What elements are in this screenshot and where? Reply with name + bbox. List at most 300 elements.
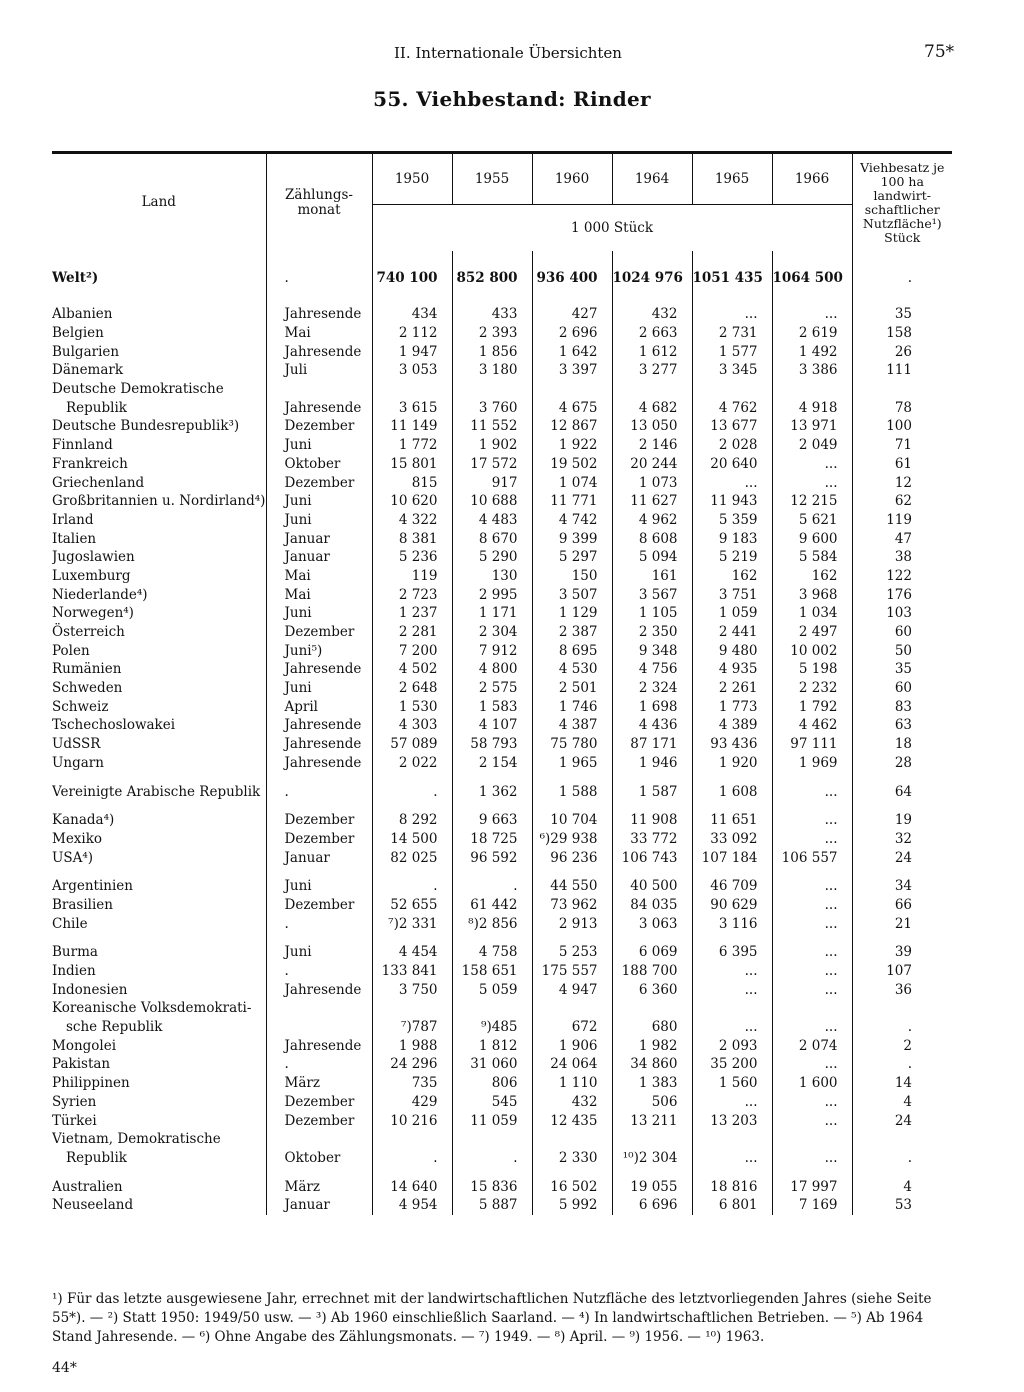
spacer-cell	[772, 867, 852, 877]
country-name	[52, 896, 266, 915]
stock-value: 119	[372, 567, 452, 586]
stock-value: 735	[372, 1074, 452, 1093]
country-name	[52, 1036, 266, 1055]
livestock-table-container	[52, 151, 952, 1215]
country-label: Philippinen	[52, 1075, 130, 1092]
spacer-cell	[266, 251, 372, 261]
table-row	[52, 830, 952, 849]
stock-value: 19 055	[612, 1177, 692, 1196]
stock-value: 20 640	[692, 455, 772, 474]
census-month: März	[266, 1074, 372, 1093]
density-value: 83	[852, 697, 952, 716]
density-value: 107	[852, 962, 952, 981]
spacer-cell	[532, 933, 612, 943]
country-name	[52, 436, 266, 455]
stock-value: 6 360	[612, 980, 692, 999]
spacer-cell	[266, 801, 372, 811]
country-label: Türkei	[52, 1112, 97, 1129]
census-month: Jahresende	[266, 305, 372, 324]
stock-value	[772, 1130, 852, 1149]
stock-value	[612, 1130, 692, 1149]
stock-value: 4 675	[532, 398, 612, 417]
country-label: Deutsche Bundesrepublik³)	[52, 418, 240, 435]
stock-value: ...	[772, 1018, 852, 1037]
country-name	[52, 1093, 266, 1112]
spacer-cell	[852, 1167, 952, 1177]
stock-value: 5 621	[772, 511, 852, 530]
stock-value: 1 988	[372, 1036, 452, 1055]
spacer-cell	[612, 1167, 692, 1177]
spacer-cell	[52, 251, 266, 261]
census-month	[266, 380, 372, 399]
stock-value	[692, 380, 772, 399]
stock-value: 9 480	[692, 641, 772, 660]
stock-value: 1 812	[452, 1036, 532, 1055]
stock-value: 5 584	[772, 548, 852, 567]
unit-header: 1 000 Stück	[372, 205, 852, 252]
stock-value: 6 696	[612, 1196, 692, 1215]
census-month: Dezember	[266, 417, 372, 436]
country-name	[52, 1130, 266, 1149]
country-name	[52, 1074, 266, 1093]
table-row	[52, 473, 952, 492]
country-name	[52, 398, 266, 417]
spacer-cell	[452, 1167, 532, 1177]
spacer-cell	[372, 867, 452, 877]
census-month: .	[266, 914, 372, 933]
stock-value: 2 501	[532, 679, 612, 698]
stock-value: 1 969	[772, 754, 852, 773]
stock-value: 10 216	[372, 1111, 452, 1130]
stock-value: ...	[772, 782, 852, 801]
stock-value: 15 801	[372, 455, 452, 474]
stock-value: 5 253	[532, 943, 612, 962]
census-month: Januar	[266, 848, 372, 867]
table-row	[52, 943, 952, 962]
spacer-cell	[772, 251, 852, 261]
stock-value: .	[452, 1149, 532, 1168]
stock-value	[452, 999, 532, 1018]
stock-value: 19 502	[532, 455, 612, 474]
stock-value: 13 971	[772, 417, 852, 436]
density-value	[852, 1130, 952, 1149]
stock-value: 4 962	[612, 511, 692, 530]
country-label: Belgien	[52, 325, 104, 342]
stock-value: ⁹)485	[452, 1018, 532, 1037]
stock-value: 1 600	[772, 1074, 852, 1093]
stock-value: 52 655	[372, 896, 452, 915]
country-label: Italien	[52, 530, 97, 547]
stock-value: 3 567	[612, 585, 692, 604]
stock-value: 58 793	[452, 735, 532, 754]
stock-value: 2 913	[532, 914, 612, 933]
density-value: .	[852, 1018, 952, 1037]
stock-value: 2 154	[452, 754, 532, 773]
running-title: II. Internationale Übersichten	[394, 44, 622, 62]
table-row	[52, 305, 952, 324]
density-value	[852, 380, 952, 399]
stock-value	[532, 380, 612, 399]
group-spacer	[52, 295, 952, 305]
table-row	[52, 896, 952, 915]
country-name	[52, 324, 266, 343]
table-row	[52, 980, 952, 999]
spacer-cell	[372, 801, 452, 811]
table-row	[52, 660, 952, 679]
density-value: 50	[852, 641, 952, 660]
stock-value: ...	[772, 980, 852, 999]
density-value: .	[852, 261, 952, 295]
stock-value: 2 324	[612, 679, 692, 698]
density-value: 38	[852, 548, 952, 567]
stock-value	[532, 999, 612, 1018]
density-value: 64	[852, 782, 952, 801]
stock-value	[612, 999, 692, 1018]
stock-value: 1 383	[612, 1074, 692, 1093]
column-header-year: 1964	[612, 153, 692, 205]
census-month: Jahresende	[266, 735, 372, 754]
stock-value: 11 943	[692, 492, 772, 511]
stock-value: 4 107	[452, 716, 532, 735]
density-value: 39	[852, 943, 952, 962]
spacer-cell	[452, 801, 532, 811]
stock-value: 8 695	[532, 641, 612, 660]
spacer-cell	[372, 933, 452, 943]
stock-value: 90 629	[692, 896, 772, 915]
stock-value: 429	[372, 1093, 452, 1112]
table-row	[52, 529, 952, 548]
stock-value: 93 436	[692, 735, 772, 754]
stock-value: 2 028	[692, 436, 772, 455]
stock-value: 3 386	[772, 361, 852, 380]
stock-value: 4 454	[372, 943, 452, 962]
country-label: Griechenland	[52, 474, 145, 491]
stock-value: 1 902	[452, 436, 532, 455]
density-value: 18	[852, 735, 952, 754]
stock-value: 1 171	[452, 604, 532, 623]
table-header	[52, 153, 952, 252]
stock-value	[612, 380, 692, 399]
stock-value: 5 059	[452, 980, 532, 999]
stock-value: 150	[532, 567, 612, 586]
table-row	[52, 492, 952, 511]
stock-value: 4 758	[452, 943, 532, 962]
density-value: 60	[852, 679, 952, 698]
stock-value: ...	[772, 1055, 852, 1074]
stock-value: 5 297	[532, 548, 612, 567]
census-month: Juni	[266, 679, 372, 698]
column-header-year: 1965	[692, 153, 772, 205]
stock-value: ...	[772, 811, 852, 830]
stock-value: 1 577	[692, 342, 772, 361]
stock-value: 1 946	[612, 754, 692, 773]
country-name	[52, 585, 266, 604]
census-month: Jahresende	[266, 342, 372, 361]
stock-value: 2 330	[532, 1149, 612, 1168]
census-month: April	[266, 697, 372, 716]
stock-value: 87 171	[612, 735, 692, 754]
stock-value: 4 935	[692, 660, 772, 679]
table-row	[52, 261, 952, 295]
stock-value: 8 608	[612, 529, 692, 548]
stock-value: 158 651	[452, 962, 532, 981]
country-label: Dänemark	[52, 362, 124, 379]
table-row	[52, 1018, 952, 1037]
country-label: Frankreich	[52, 455, 128, 472]
table-row	[52, 697, 952, 716]
spacer-cell	[266, 867, 372, 877]
stock-value: 175 557	[532, 962, 612, 981]
country-name	[52, 1177, 266, 1196]
stock-value: 9 183	[692, 529, 772, 548]
stock-value: 2 723	[372, 585, 452, 604]
table-row	[52, 567, 952, 586]
country-label: Polen	[52, 642, 90, 659]
spacer-cell	[532, 251, 612, 261]
stock-value: 10 688	[452, 492, 532, 511]
stock-value: 35 200	[692, 1055, 772, 1074]
census-month: .	[266, 782, 372, 801]
country-name	[52, 962, 266, 981]
stock-value: 1 608	[692, 782, 772, 801]
stock-value: 1 906	[532, 1036, 612, 1055]
spacer-cell	[612, 801, 692, 811]
footnotes: ¹) Für das letzte ausgewiesene Jahr, errechnet mit der landwirtschaftlichen Nutzfläche des letztvorliegenden Jahres (siehe Seite 55*). — ²) Statt 1950: 1949/50 usw. — ³) Ab 1960 einschließlich Saarland. — ⁴) In landwirtschaftlichen Betrieben. — ⁵) Ab 1964 Stand Jahresende. — ⁶) Ohne Angabe des Zählungsmonats. — ⁷) 1949. — ⁸) April. — ⁹) 1956. — ¹⁰) 1963.	[52, 1291, 932, 1345]
stock-value: ...	[772, 1093, 852, 1112]
stock-value: 545	[452, 1093, 532, 1112]
stock-value: 4 800	[452, 660, 532, 679]
group-spacer	[52, 867, 952, 877]
density-value: 78	[852, 398, 952, 417]
stock-value: ...	[772, 962, 852, 981]
stock-value: 20 244	[612, 455, 692, 474]
stock-value: 82 025	[372, 848, 452, 867]
country-name	[52, 623, 266, 642]
stock-value: 8 381	[372, 529, 452, 548]
country-label: Mongolei	[52, 1037, 117, 1054]
stock-value: 46 709	[692, 877, 772, 896]
stock-value	[452, 1130, 532, 1149]
stock-value: 1 856	[452, 342, 532, 361]
stock-value: 133 841	[372, 962, 452, 981]
country-name	[52, 1018, 266, 1037]
table-row	[52, 436, 952, 455]
stock-value	[692, 1130, 772, 1149]
spacer-cell	[772, 1167, 852, 1177]
stock-value: 4 762	[692, 398, 772, 417]
stock-value: 9 600	[772, 529, 852, 548]
stock-value: 106 557	[772, 848, 852, 867]
stock-value: 57 089	[372, 735, 452, 754]
stock-value: 1 612	[612, 342, 692, 361]
country-name	[52, 261, 266, 295]
country-label: Deutsche Demokratische	[52, 381, 224, 398]
stock-value: 1 698	[612, 697, 692, 716]
stock-value: 3 968	[772, 585, 852, 604]
stock-value: 5 198	[772, 660, 852, 679]
column-header-year: 1950	[372, 153, 452, 205]
spacer-cell	[852, 251, 952, 261]
stock-value: 5 359	[692, 511, 772, 530]
census-month: Juni	[266, 604, 372, 623]
country-name	[52, 830, 266, 849]
table-row	[52, 548, 952, 567]
census-month: Oktober	[266, 455, 372, 474]
stock-value: 4 462	[772, 716, 852, 735]
stock-value	[452, 380, 532, 399]
stock-value: 17 572	[452, 455, 532, 474]
stock-value: 84 035	[612, 896, 692, 915]
stock-value	[372, 1130, 452, 1149]
country-label: Koreanische Volksdemokrati-	[52, 1000, 252, 1017]
stock-value: 4 322	[372, 511, 452, 530]
country-label: Ungarn	[52, 754, 104, 771]
stock-value: 672	[532, 1018, 612, 1037]
country-label: Niederlande⁴)	[52, 586, 148, 603]
density-value: 100	[852, 417, 952, 436]
stock-value: 3 345	[692, 361, 772, 380]
stock-value: 188 700	[612, 962, 692, 981]
country-label: Welt²)	[52, 270, 99, 286]
stock-value: 4 483	[452, 511, 532, 530]
stock-value: 11 149	[372, 417, 452, 436]
spacer-cell	[692, 933, 772, 943]
census-month: Juli	[266, 361, 372, 380]
stock-value: 1064 500	[772, 261, 852, 295]
table-row	[52, 877, 952, 896]
table-row	[52, 1130, 952, 1149]
stock-value: 3 180	[452, 361, 532, 380]
stock-value: 18 725	[452, 830, 532, 849]
table-row	[52, 679, 952, 698]
stock-value: 1 074	[532, 473, 612, 492]
stock-value: 13 050	[612, 417, 692, 436]
table-row	[52, 361, 952, 380]
density-value: 35	[852, 660, 952, 679]
spacer-cell	[612, 933, 692, 943]
stock-value	[532, 1130, 612, 1149]
stock-value: 7 200	[372, 641, 452, 660]
country-label: Mexiko	[52, 830, 103, 847]
country-name	[52, 679, 266, 698]
stock-value: 107 184	[692, 848, 772, 867]
country-name	[52, 999, 266, 1018]
stock-value: 1 237	[372, 604, 452, 623]
country-label: Irland	[52, 511, 94, 528]
stock-value: ⁸)2 856	[452, 914, 532, 933]
country-name	[52, 1111, 266, 1130]
country-label: Kanada⁴)	[52, 812, 115, 829]
table-row	[52, 999, 952, 1018]
stock-value: 2 731	[692, 324, 772, 343]
stock-value: 106 743	[612, 848, 692, 867]
census-month: Jahresende	[266, 980, 372, 999]
stock-value: 11 059	[452, 1111, 532, 1130]
table-row	[52, 1093, 952, 1112]
stock-value: 14 500	[372, 830, 452, 849]
stock-value: 4 502	[372, 660, 452, 679]
stock-value: 9 399	[532, 529, 612, 548]
group-spacer	[52, 1167, 952, 1177]
stock-value: 3 053	[372, 361, 452, 380]
spacer-cell	[266, 933, 372, 943]
density-value: 26	[852, 342, 952, 361]
country-name	[52, 380, 266, 399]
density-value: 36	[852, 980, 952, 999]
stock-value: 1 746	[532, 697, 612, 716]
country-name	[52, 455, 266, 474]
stock-value: 2 995	[452, 585, 532, 604]
spacer-cell	[52, 933, 266, 943]
stock-value: 6 069	[612, 943, 692, 962]
stock-value: 1 530	[372, 697, 452, 716]
stock-value: 6 395	[692, 943, 772, 962]
stock-value: 1 792	[772, 697, 852, 716]
density-value: 61	[852, 455, 952, 474]
stock-value: 5 094	[612, 548, 692, 567]
table-row	[52, 511, 952, 530]
stock-value: 806	[452, 1074, 532, 1093]
spacer-cell	[612, 772, 692, 782]
table-row	[52, 1177, 952, 1196]
country-label: Neuseeland	[52, 1197, 134, 1214]
spacer-cell	[532, 801, 612, 811]
spacer-cell	[532, 867, 612, 877]
spacer-cell	[452, 867, 532, 877]
stock-value: 4 682	[612, 398, 692, 417]
column-header-year: 1955	[452, 153, 532, 205]
country-label: Vereinigte Arabische Republik	[52, 783, 261, 800]
stock-value: 11 771	[532, 492, 612, 511]
stock-value: 4 530	[532, 660, 612, 679]
spacer-cell	[852, 933, 952, 943]
stock-value: 427	[532, 305, 612, 324]
group-spacer	[52, 772, 952, 782]
stock-value: 15 836	[452, 1177, 532, 1196]
stock-value: 2 232	[772, 679, 852, 698]
stock-value	[772, 380, 852, 399]
column-header-month: Zählungs-monat	[266, 153, 372, 252]
running-header	[0, 44, 1024, 66]
stock-value: 9 348	[612, 641, 692, 660]
stock-value: 3 750	[372, 980, 452, 999]
table-row	[52, 324, 952, 343]
census-month: Jahresende	[266, 398, 372, 417]
stock-value: 2 022	[372, 754, 452, 773]
stock-value: 1 583	[452, 697, 532, 716]
country-name	[52, 641, 266, 660]
census-month: Dezember	[266, 830, 372, 849]
density-value: .	[852, 1149, 952, 1168]
spacer-cell	[692, 867, 772, 877]
spacer-cell	[266, 295, 372, 305]
census-month: Juni	[266, 877, 372, 896]
stock-value: 3 116	[692, 914, 772, 933]
density-value: 12	[852, 473, 952, 492]
table-row	[52, 623, 952, 642]
census-month: Juni⁵)	[266, 641, 372, 660]
stock-value: 2 696	[532, 324, 612, 343]
stock-value: 8 292	[372, 811, 452, 830]
stock-value: ...	[692, 1149, 772, 1168]
census-month: Januar	[266, 1196, 372, 1215]
country-label: Pakistan	[52, 1056, 111, 1073]
table-row	[52, 811, 952, 830]
stock-value: 12 215	[772, 492, 852, 511]
stock-value: 2 112	[372, 324, 452, 343]
country-name	[52, 361, 266, 380]
country-label: Argentinien	[52, 878, 133, 895]
